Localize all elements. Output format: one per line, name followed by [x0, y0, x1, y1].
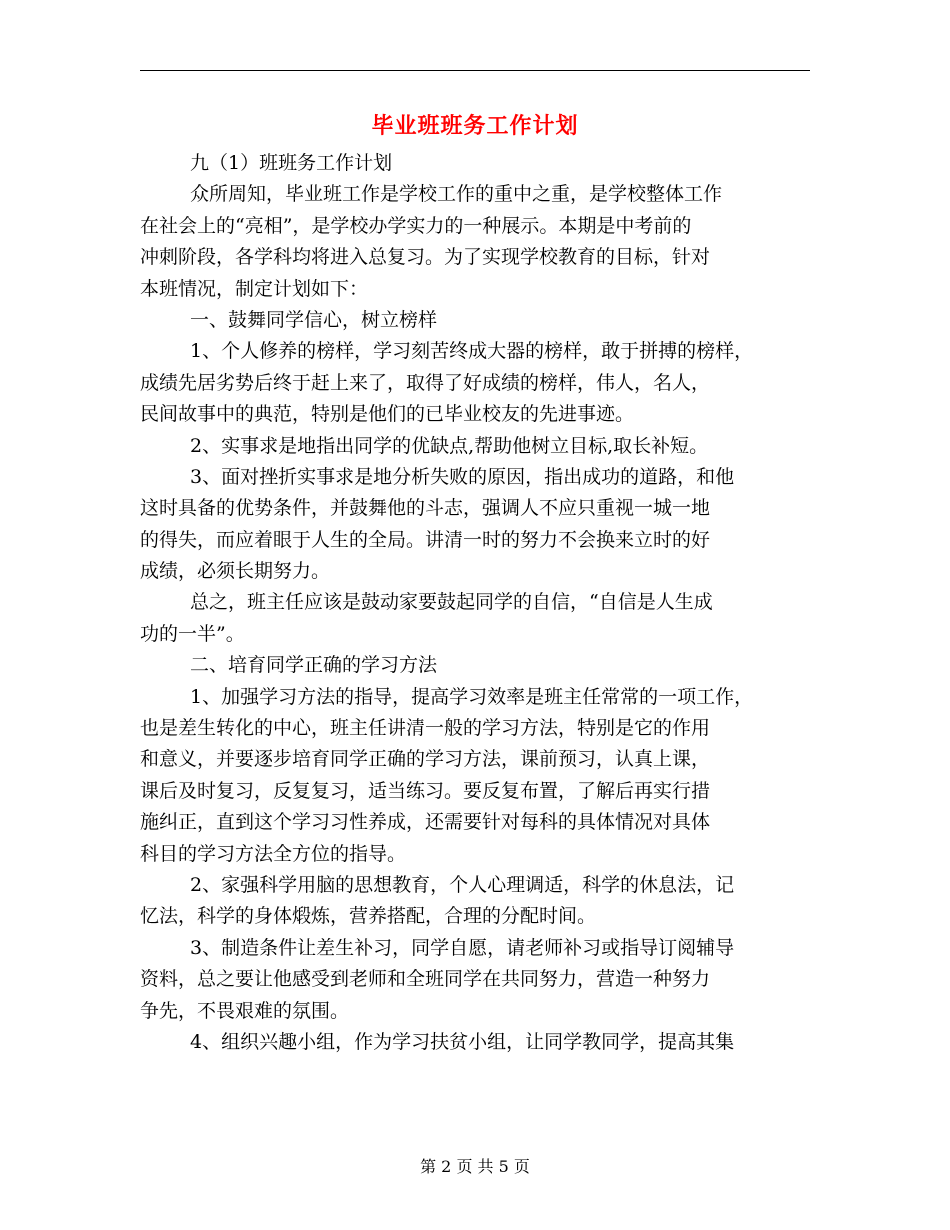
document-title: 毕业班班务工作计划: [371, 113, 579, 139]
body-line: 3、制造条件让差生补习，同学自愿，请老师补习或指导订阅辅导: [190, 936, 735, 959]
body-line: 在社会上的“亮相”，是学校办学实力的一种展示。本期是中考前的: [140, 214, 692, 237]
body-line: 科目的学习方法全方位的指导。: [140, 842, 407, 865]
body-line: 这时具备的优势条件，并鼓舞他的斗志，强调人不应只重视一城一地: [140, 497, 711, 520]
body-line: 本班情况，制定计划如下：: [140, 277, 369, 300]
body-line: 和意义，并要逐步培育同学正确的学习方法，课前预习，认真上课，: [140, 748, 711, 771]
body-line: 2、家强科学用脑的思想教育，个人心理调适，科学的休息法，记: [190, 873, 735, 896]
body-line: 众所周知，毕业班工作是学校工作的重中之重，是学校整体工作: [190, 183, 723, 206]
body-line: 3、面对挫折实事求是地分析失败的原因，指出成功的道路，和他: [190, 465, 735, 488]
body-line: 争先，不畏艰难的氛围。: [140, 999, 350, 1022]
body-line: 一、鼓舞同学信心，树立榜样: [190, 308, 438, 331]
body-line: 成绩先居劣势后终于赶上来了，取得了好成绩的榜样，伟人，名人，: [140, 371, 711, 394]
page-indicator: 第 2 页 共 5 页: [420, 1157, 530, 1176]
body-line: 忆法，科学的身体煅炼，营养搭配，合理的分配时间。: [140, 905, 597, 928]
body-line: 二、培育同学正确的学习方法: [190, 654, 438, 677]
body-line: 1、加强学习方法的指导，提高学习效率是班主任常常的一项工作，: [190, 685, 754, 708]
body-line: 的得失，而应着眼于人生的全局。讲清一时的努力不会换来立时的好: [140, 528, 711, 551]
body-line: 施纠正，直到这个学习习性养成，还需要针对每科的具体情况对具体: [140, 811, 711, 834]
body-line: 1、个人修养的榜样，学习刻苦终成大器的榜样，敢于拼搏的榜样，: [190, 340, 754, 363]
body-line: 2、实事求是地指出同学的优缺点,帮助他树立目标,取长补短。: [190, 434, 709, 457]
body-line: 功的一半”。: [140, 622, 245, 645]
body-line: 课后及时复习，反复复习，适当练习。要反复布置，了解后再实行措: [140, 779, 711, 802]
body-line: 冲刺阶段，各学科均将进入总复习。为了实现学校教育的目标，针对: [140, 246, 711, 269]
body-line: 民间故事中的典范，特别是他们的已毕业校友的先进事迹。: [140, 403, 635, 426]
body-line: 4、组织兴趣小组，作为学习扶贫小组，让同学教同学，提高其集: [190, 1030, 735, 1053]
body-line: 九（1）班班务工作计划: [190, 152, 393, 174]
document-body: [140, 148, 810, 1058]
body-line: 也是差生转化的中心，班主任讲清一般的学习方法，特别是它的作用: [140, 717, 711, 740]
body-line: 资料，总之要让他感受到老师和全班同学在共同努力，营造一种努力: [140, 968, 711, 991]
body-line: 总之，班主任应该是鼓动家要鼓起同学的自信，“自信是人生成: [190, 591, 713, 614]
header-rule: [140, 70, 810, 71]
body-line: 成绩，必须长期努力。: [140, 560, 331, 583]
